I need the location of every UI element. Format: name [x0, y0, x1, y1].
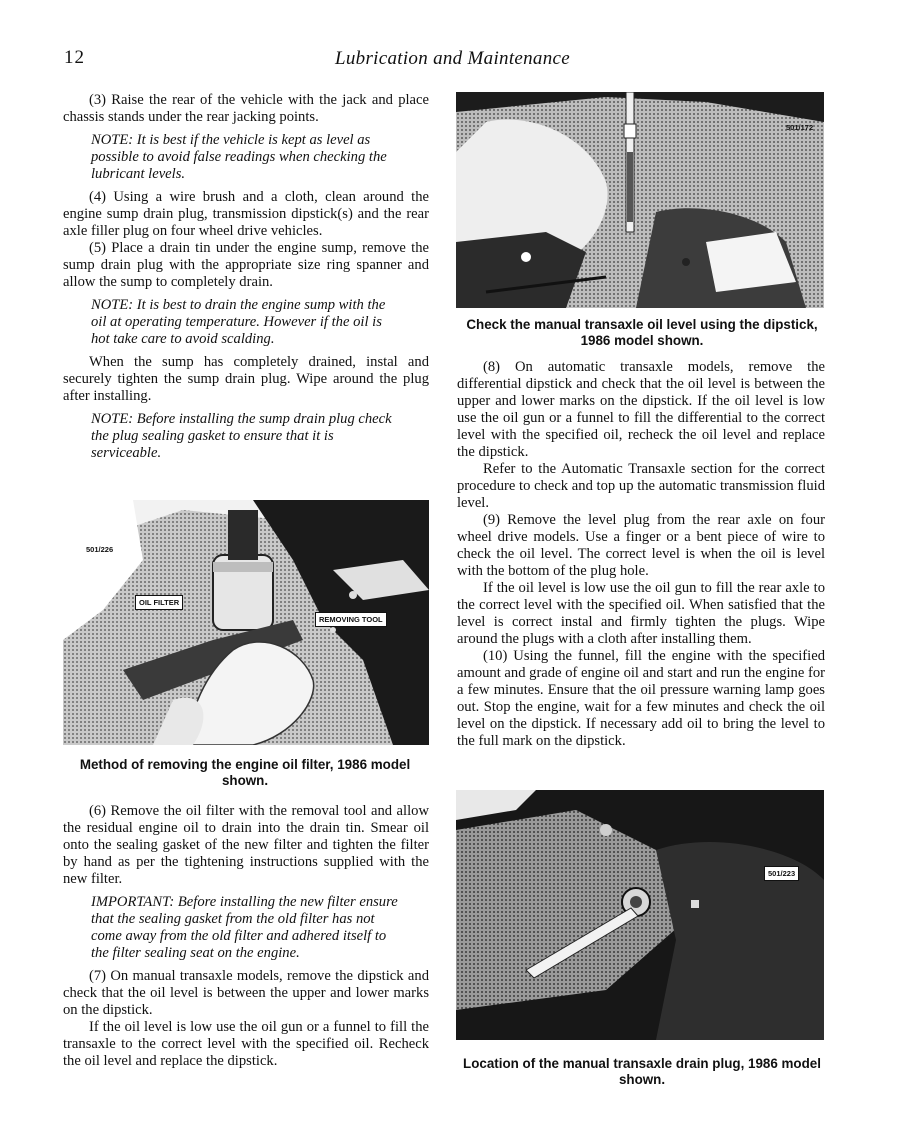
oil-filter-photo — [63, 500, 429, 745]
step-10: (10) Using the funnel, fill the engine with the specified amount and grade of engine oil and start and run the engine for a few minutes. Ensure that the oil pressure warning lamp goes out. Stop the engine, wait for a few minutes and check the oil level on the dipstick. If necessary add oil to bring the level to the full mark on the dipstick. — [457, 648, 825, 749]
right-column — [457, 359, 825, 750]
dipstick-caption: Check the manual transaxle oil level using the dipstick, 1986 model shown. — [466, 317, 818, 348]
left-column-bottom — [63, 803, 429, 1070]
step-3: (3) Raise the rear of the vehicle with the jack and place chassis stands under the rear jacking points. — [63, 92, 429, 125]
figure-id: 501/172 — [786, 123, 814, 132]
drain-plug-illustration — [456, 790, 824, 1040]
drain-plug-caption: Location of the manual transaxle drain plug, 1986 model shown. — [463, 1056, 821, 1087]
note-temperature: NOTE: It is best to drain the engine sump with the oil at operating temperature. However if the oil is hot take care to avoid scalding. — [91, 297, 386, 347]
page-number: 12 — [64, 47, 85, 68]
note-gasket: NOTE: Before installing the sump drain plug check the plug sealing gasket to ensure that it is serviceable. — [91, 411, 392, 461]
step-9: (9) Remove the level plug from the rear axle on four wheel drive models. Use a finger or a bent piece of wire to check the oil level. The correct level is when the oil is level with the bottom of the plug hole. — [457, 512, 825, 579]
step-7: (7) On manual transaxle models, remove the dipstick and check that the oil level is between the upper and lower marks on the dipstick. — [63, 968, 429, 1018]
figure-id: 501/223 — [764, 866, 799, 881]
step-7-continued: If the oil level is low use the oil gun or a funnel to fill the transaxle to the correct level with the specified oil. Recheck the oil level and replace the dipstick. — [63, 1019, 429, 1069]
running-title: Lubrication and Maintenance — [334, 48, 570, 69]
removing-tool-label: REMOVING TOOL — [315, 612, 387, 627]
dipstick-photo — [456, 92, 824, 308]
drain-plug-photo — [456, 790, 824, 1040]
step-8-continued: Refer to the Automatic Transaxle section for the correct procedure to check and top up the automatic transmission fluid level. — [457, 461, 825, 511]
step-8: (8) On automatic transaxle models, remove the differential dipstick and check that the oil level is between the upper and lower marks on the dipstick. If the oil level is low use the oil gun or a funnel to fill the differential to the correct level with the specified oil, recheck the oil level and replace the dipstick. — [457, 359, 825, 460]
step-5: (5) Place a drain tin under the engine sump, remove the sump drain plug with the appropriate size ring spanner and allow the sump to completely drain. — [63, 240, 429, 290]
step-6: (6) Remove the oil filter with the removal tool and allow the residual engine oil to drain into the drain tin. Smear oil onto the sealing gasket of the new filter and tighten the filter by hand as per the tightening instructions supplied with the new filter. — [63, 803, 429, 887]
oil-filter-label: OIL FILTER — [135, 595, 183, 610]
step-9-continued: If the oil level is low use the oil gun to fill the rear axle to the correct level with the specified oil. When satisfied that the level is correct instal and firmly tighten the plugs. Wipe around the plugs with a cloth after installing them. — [457, 580, 825, 647]
dipstick-illustration — [456, 92, 824, 308]
step-5-continued: When the sump has completely drained, instal and securely tighten the sump drain plug. Wipe around the plug after installing. — [63, 354, 429, 404]
left-column-top — [63, 92, 429, 468]
step-4: (4) Using a wire brush and a cloth, clean around the engine sump drain plug, transmission dipstick(s) and the rear axle filler plug on four wheel drive vehicles. — [63, 189, 429, 239]
oil-filter-caption: Method of removing the engine oil filter, 1986 model shown. — [79, 757, 411, 788]
figure-id: 501/226 — [86, 545, 114, 554]
important-note: IMPORTANT: Before installing the new filter ensure that the sealing gasket from the old filter has not come away from the old filter and adhered itself to the filter sealing seat on the engine. — [91, 894, 398, 961]
note-level: NOTE: It is best if the vehicle is kept as level as possible to avoid false readings when checking the lubricant levels. — [91, 132, 387, 182]
